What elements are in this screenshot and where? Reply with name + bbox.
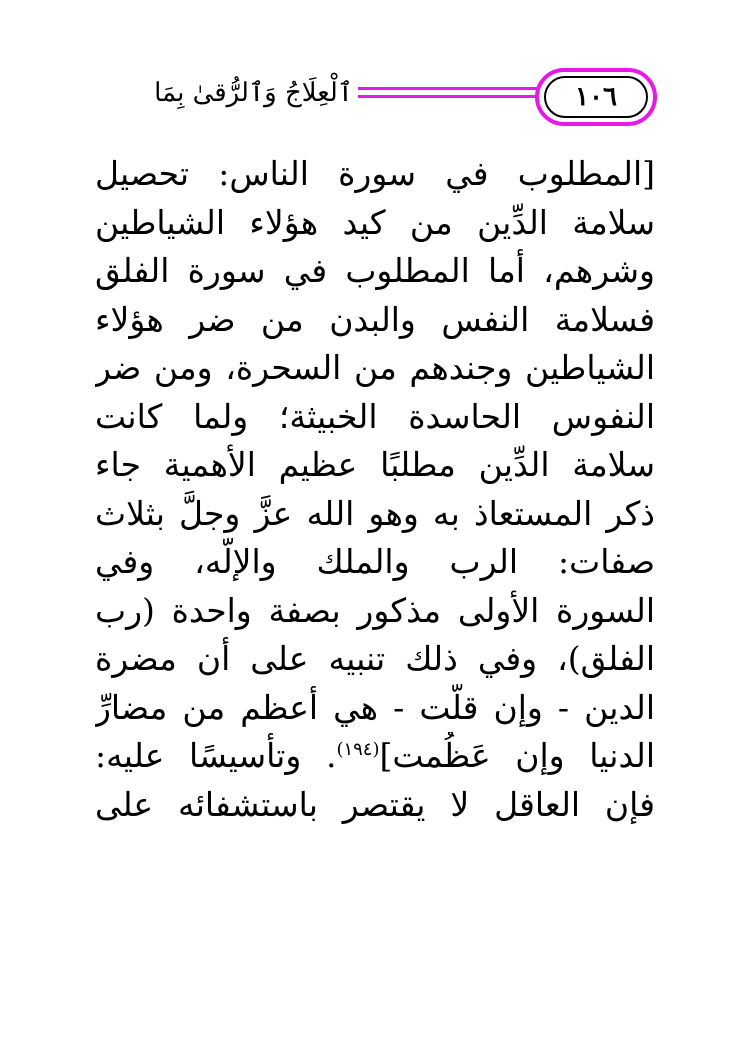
page-number: ١٠٦ xyxy=(544,76,648,118)
text-line: ذكر المستعاذ به وهو الله عزَّ وجلَّ بثلاث xyxy=(95,493,655,533)
text-segment: . وتأسيسًا عليه: xyxy=(95,736,337,775)
text-line: الشياطين وجندهم من السحرة، ومن ضر xyxy=(95,348,655,387)
text-line: فسلامة النفس والبدن من ضر هؤلاء xyxy=(95,299,655,339)
running-title: ٱلْعِلَاجُ وَٱلرُّقىٰ بِمَا xyxy=(154,78,353,108)
text-line: السورة الأولى مذكور بصفة واحدة (رب xyxy=(95,590,655,630)
text-segment: الدنيا وإن عَظُمت] xyxy=(379,736,655,775)
text-line: [المطلوب في سورة الناس: تحصيل xyxy=(95,154,655,193)
header-divider xyxy=(358,87,538,99)
body-text xyxy=(95,150,655,829)
text-line: الفلق)، وفي ذلك تنبيه على أن مضرة xyxy=(95,639,655,678)
header-divider-line-bottom xyxy=(358,95,538,98)
text-line-with-footnote xyxy=(95,732,655,781)
footnote-reference[interactable]: (١٩٤) xyxy=(336,739,380,760)
text-line: سلامة الدِّين مطلبًا عظيم الأهمية جاء xyxy=(95,445,655,484)
text-line: فإن العاقل لا يقتصر باستشفائه على xyxy=(95,784,655,824)
text-line: الدين - وإن قلَّت - هي أعظم من مضارِّ xyxy=(95,687,655,727)
page-number-badge xyxy=(535,68,657,126)
text-line: سلامة الدِّين من كيد هؤلاء الشياطين xyxy=(95,202,655,242)
header-divider-line-top xyxy=(358,87,538,90)
text-line: صفات: الرب والملك والإلّه، وفي xyxy=(95,542,655,581)
text-line: وشرهم، أما المطلوب في سورة الفلق xyxy=(95,251,655,290)
text-line: النفوس الحاسدة الخبيثة؛ ولما كانت xyxy=(95,396,655,436)
page-header xyxy=(95,68,655,130)
